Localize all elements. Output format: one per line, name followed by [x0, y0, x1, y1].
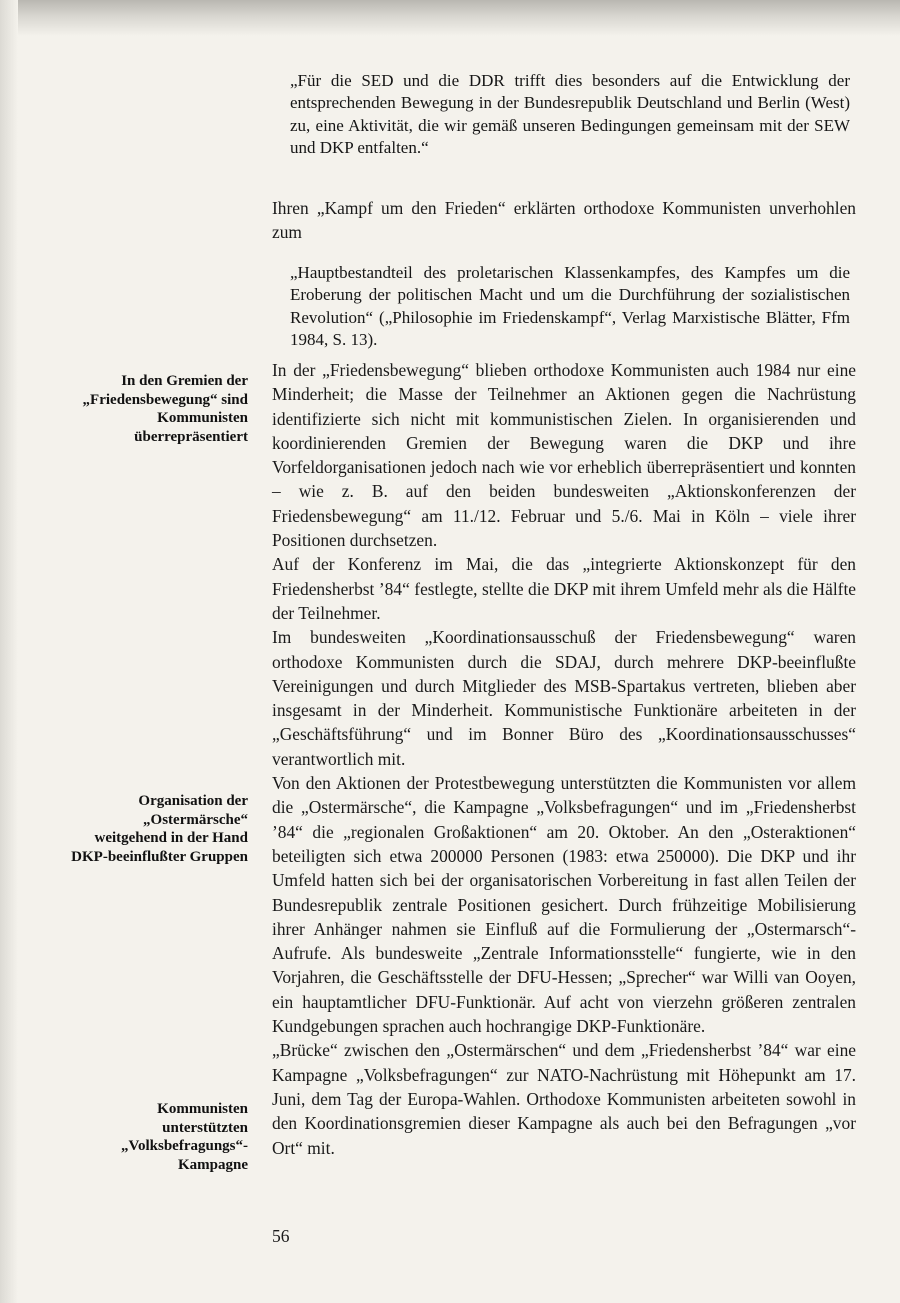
scan-shadow-top	[0, 0, 900, 36]
quote-text: „Für die SED und die DDR trifft dies besonders auf die Entwicklung der entsprechenden Bewegung in der Bundesrepublik Deutschland und Berlin (West) zu, eine Aktivität, die wir gemäß unseren Bedingungen gemeinsam mit der SEW und DKP entfalten.“	[290, 71, 850, 158]
paragraph: Von den Aktionen der Protestbewegung unterstützten die Kommunisten vor allem die „Ostermärsche“, die Kampagne „Volksbefragungen“ und im „Friedensherbst ’84“ die „regionalen Großaktionen“ am 20. Oktober. An den „Osteraktionen“ beteiligten sich etwa 200000 Personen (1983: etwa 250000). Die DKP und ihr Umfeld hatten sich bei der organisatorischen Vorbereitung in fast allen Teilen der Bundesrepublik zentrale Positionen gesichert. Durch frühzeitige Mobilisierung ihrer Anhänger nahmen sie Einfluß auf die Formulierung der „Ostermarsch“-Aufrufe. Als bundesweite „Zentrale Informationsstelle“ fungierte, wie in den Vorjahren, die Geschäftsstelle der DFU-Hessen; „Sprecher“ war Willi van Ooyen, ein hauptamtlicher DFU-Funktionär. Auf acht von vierzehn größeren zentralen Kundgebungen sprachen auch hochrangige DKP-Funktionäre.	[272, 773, 856, 1037]
main-text-column	[272, 358, 856, 1160]
page-number: 56	[272, 1226, 290, 1246]
margin-note-volksbefragung: Kommunisten unterstützten „Volksbefragungs“-Kampagne	[121, 1101, 248, 1173]
quote-block-1	[290, 70, 850, 160]
intro-paragraph-block	[272, 196, 856, 245]
paragraph: In der „Friedensbewegung“ blieben orthodoxe Kommunisten auch 1984 nur eine Minderheit; die Masse der Teilnehmer an Aktionen gegen die Nachrüstung identifizierte sich nicht mit kommunistischen Zielen. In organisierenden und koordinierenden Gremien der Bewegung waren die DKP und ihre Vorfeldorganisationen jedoch nach wie vor erheblich überrepräsentiert und konnten – wie z. B. auf den beiden bundesweiten „Aktionskonferenzen der Friedensbewegung“ am 11./12. Februar und 5./6. Mai in Köln – viele ihrer Positionen durchsetzen.	[272, 360, 856, 551]
scan-shadow-left	[0, 0, 18, 1303]
paragraph: Im bundesweiten „Koordinationsausschuß der Friedensbewegung“ waren orthodoxe Kommunisten durch die SDAJ, durch mehrere DKP-beeinflußte Vereinigungen und durch Mitglieder des MSB-Spartakus vertreten, blieben aber insgesamt in der Minderheit. Kommunistische Funktionäre arbeiteten in der „Geschäftsführung“ und im Bonner Büro des „Koordinationsausschusses“ verantwortlich mit.	[272, 627, 856, 769]
paragraph: „Brücke“ zwischen den „Ostermärschen“ und dem „Friedensherbst ’84“ war eine Kampagne „Volksbefragungen“ zur NATO-Nachrüstung mit Höhepunkt am 17. Juni, dem Tag der Europa-Wahlen. Orthodoxe Kommunisten arbeiteten sowohl in den Koordinationsgremien dieser Kampagne als auch bei den Befragungen „vor Ort“ mit.	[272, 1040, 856, 1158]
quote-text: „Hauptbestandteil des proletarischen Klassenkampfes, des Kampfes um die Eroberung der politischen Macht und um die Durchführung der sozialistischen Revolution“ („Philosophie im Friedenskampf“, Verlag Marxistische Blätter, Ffm 1984, S. 13).	[290, 263, 850, 350]
margin-note-ostermaersche: Organisation der „Ostermärsche“ weitgehend in der Hand DKP-beeinflußter Gruppen	[71, 793, 248, 865]
quote-block-2	[290, 262, 850, 352]
paragraph: Auf der Konferenz im Mai, die das „integrierte Aktionskonzept für den Friedensherbst ’84“ festlegte, stellte die DKP mit ihrem Umfeld mehr als die Hälfte der Teilnehmer.	[272, 554, 856, 623]
intro-paragraph: Ihren „Kampf um den Frieden“ erklärten orthodoxe Kommunisten unverhohlen zum	[272, 198, 856, 243]
margin-note-gremien: In den Gremien der „Friedensbewegung“ sind Kommunisten überrepräsentiert	[82, 373, 248, 445]
